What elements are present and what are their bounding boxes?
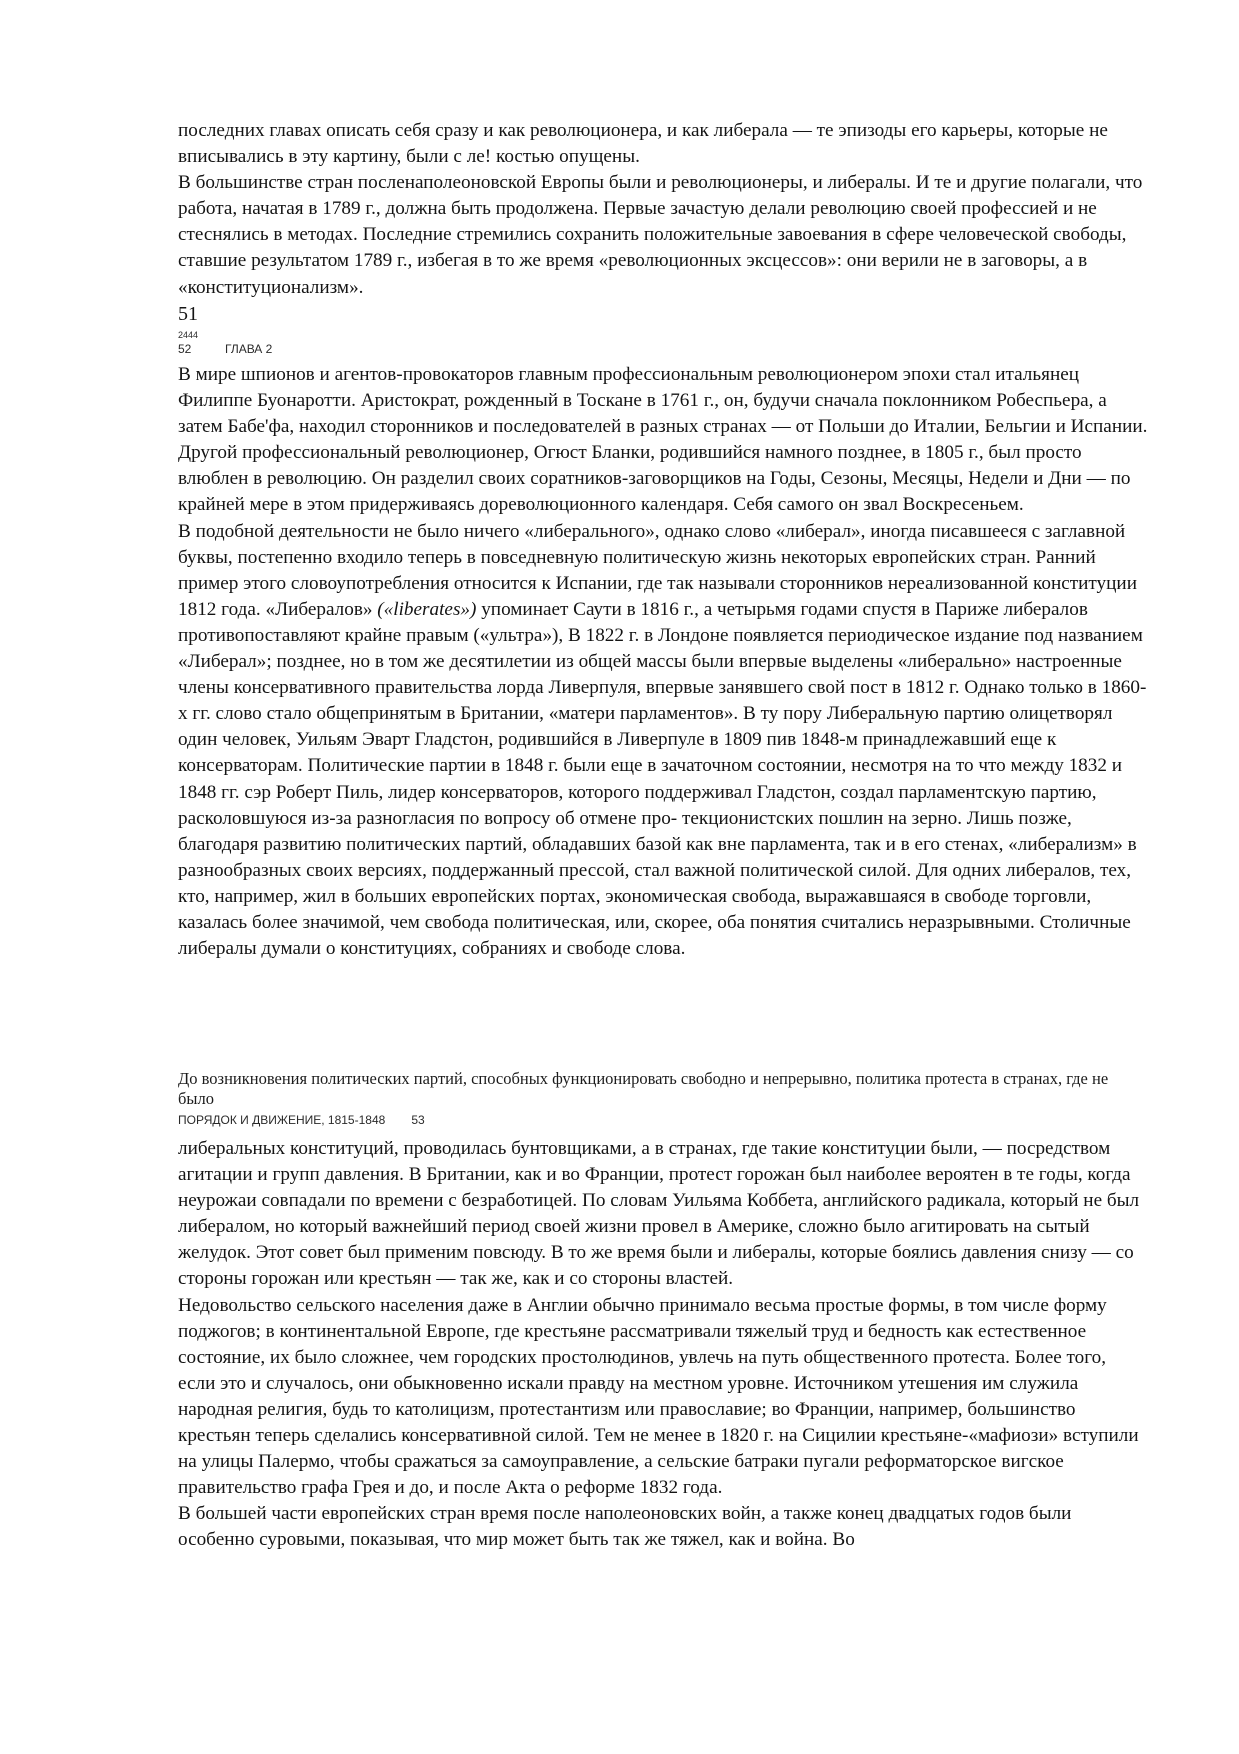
previous-page-number: 51 [178, 303, 198, 325]
italic-term: («liberates») [377, 598, 477, 620]
footnote-text: До возникновения политических партий, способных функционировать свободно и непрерывно, политика протеста в странах, где не было [178, 1069, 1109, 1108]
paragraph: В большей части европейских стран время после наполеоновских войн, а также конец двадцатых годов были особенно суровыми, показывая, что мир может быть так же тяжел, как и война. Во [178, 1503, 1072, 1551]
main-text-block [178, 362, 1148, 962]
footnote [178, 1069, 1148, 1109]
paragraph: Недовольство сельского населения даже в Англии обычно принимало весьма простые формы, в том числе форму поджогов; в континентальной Европе, где крестьяне рассматривали тяжелый труд и бедность как естественное состояние, их было сложнее, чем городских простолюдинов, увлечь на путь общественного протеста. Более того, если это и случалось, они обыкновенно искали правду на местном уровне. Источником утешения им служила народная религия, будь то католицизм, протестантизм или православие; во Франции, например, большинство крестьян теперь сделались консервативной силой. Тем не менее в 1820 г. на Сицилии крестьяне-«мафиози» вступили на улицы Палермо, чтобы сражаться за самоуправление, а сельские батраки пугали реформаторское вигское правительство графа Грея и до, и после Акта о реформе 1832 года. [178, 1294, 1139, 1499]
running-header-title: ГЛАВА 2 [225, 342, 273, 356]
text-run: В подобной деятельности не было ничего «либерального», однако слово «либерал», иногда писавшееся с заглавной буквы, постепенно входило теперь в повседневную политическую жизнь некоторых европейских стран. Ранний пример этого словоупотребления относится к Испании, где так называли сторонников нереализованной конституции 1812 года. «Либералов» [178, 520, 1137, 620]
running-header-section [178, 1113, 425, 1127]
paragraph: либеральных конституций, проводилась бунтовщиками, а в странах, где такие конституции были, — посредством агитации и групп давления. В Британии, как и во Франции, протест горожан был наиболее вероятен в те годы, когда неурожаи совпадали по времени с безработицей. По словам Уильяма Коббета, английского радикала, который не был либералом, но который важнейший период своей жизни провел в Америке, сложно было агитировать на сытый желудок. Этот совет был применим повсюду. В то же время были и либералы, которые боялись давления снизу — со стороны горожан или крестьян — так же, как и со стороны властей. [178, 1138, 1140, 1290]
paragraph: последних главах описать себя сразу и как революционера, и как либерала — те эпизоды его карьеры, которые не вписывались в эту картину, были с ле! костью опущены. [178, 120, 1108, 168]
paragraph: В мире шпионов и агентов-провокаторов главным профессиональным революционером эпохи стал итальянец Филиппе Буонаротти. Аристократ, рожденный в Тоскане в 1761 г., он, будучи сначала поклонником Робеспьера, а затем Бабе'фа, находил сторонников и последователей в разных странах — от Польши до Италии, Бельгии и Испании. Другой профессиональный революционер, Огюст Бланки, родившийся намного позднее, в 1805 г., был просто влюблен в революцию. Он разделил своих соратников-заговорщиков на Годы, Сезоны, Месяцы, Недели и Дни — по крайней мере в этом придерживаясь дореволюционного календаря. Себя самого он звал Воскресеньем. [178, 364, 1148, 516]
running-header-title: ПОРЯДОК И ДВИЖЕНИЕ, 1815-1848 [178, 1113, 386, 1127]
top-text-block [178, 118, 1148, 301]
bottom-text-block [178, 1136, 1148, 1554]
running-header-page-number: 53 [411, 1113, 425, 1127]
text-run: упоминает Саути в 1816 г., а четырьмя годами спустя в Париже либералов противопоставляют крайне правым («ультра»), В 1822 г. в Лондоне появляется периодическое издание под названием «Либерал»; позднее, но в том же десятилетии из общей массы были впервые выделены «либерально» настроенные члены консервативного правительства лорда Ливерпуля, впервые занявшего свой пост в 1812 г. Однако только в 1860-х гг. слово стало общепринятым в Британии, «матери парламентов». В ту пору Либеральную партию олицетворял один человек, Уильям Эварт Гладстон, родившийся в Ливерпуле в 1809 пив 1848-м принадлежавший еще к консерваторам. Политические партии в 1848 г. были еще в зачаточном состоянии, несмотря на то что между 1832 и 1848 гг. сэр Роберт Пиль, лидер консерваторов, которого поддерживал Гладстон, создал парламентскую партию, расколовшуюся из-за разногласия по вопросу об отмене про- текционистских пошлин на зерно. Лишь позже, благодаря развитию политических партий, обладавших базой как вне парламента, так и в его стенах, «либерализм» в разнообразных своих версиях, поддержанный прессой, стал важной политической силой. Для одних либералов, тех, кто, например, жил в больших европейских портах, экономическая свобода, выражавшаяся в свободе торговли, казалась более значимой, чем свобода политическая, или, скорее, оба понятия считались неразрывными. Столичные либералы думали о конституциях, собраниях и свободе слова. [178, 598, 1147, 960]
running-header-page-number: 52 [178, 342, 192, 356]
tiny-code: 2444 [178, 330, 199, 340]
paragraph-liberal [178, 519, 1148, 963]
running-header-chapter [178, 342, 272, 356]
paragraph: В большинстве стран посленаполеоновской Европы были и революционеры, и либералы. И те и другие полагали, что работа, начатая в 1789 г., должна быть продолжена. Первые зачастую делали революцию своей профессией и не стеснялись в методах. Последние стремились сохранить положительные завоевания в сфере человеческой свободы, ставшие результатом 1789 г., избегая в то же время «революционных эксцессов»: они верили не в заговоры, а в «конституционализм». [178, 172, 1143, 298]
